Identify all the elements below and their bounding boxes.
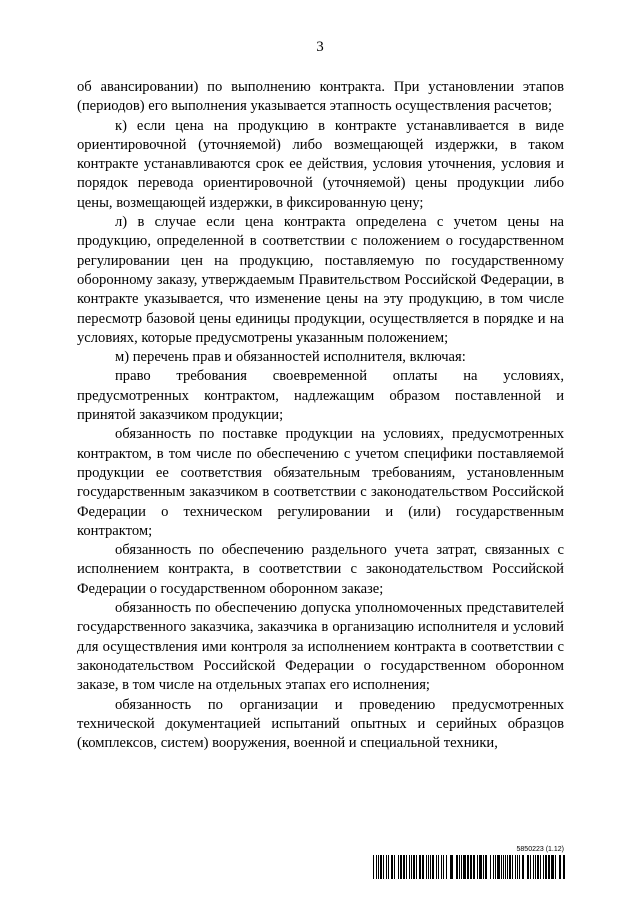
barcode-bar bbox=[443, 855, 444, 879]
barcode bbox=[373, 855, 565, 879]
barcode-bar bbox=[419, 855, 421, 879]
barcode-bar bbox=[416, 855, 417, 879]
barcode-bar bbox=[400, 855, 402, 879]
paragraph: право требования своевременной оплаты на условиях, предусмотренных контрактом, надлежащим образом поставленной и принятой заказчиком продукции; bbox=[77, 368, 564, 424]
paragraph: обязанность по организации и проведению предусмотренных технической документацией испытаний опытных и серийных образцов (комплексов, систем) вооружения, военной и специальной техники, bbox=[77, 696, 564, 752]
barcode-bar bbox=[438, 855, 439, 879]
barcode-bar bbox=[537, 855, 539, 879]
barcode-bar bbox=[450, 855, 453, 879]
barcode-bar bbox=[479, 855, 482, 879]
barcode-bar bbox=[386, 855, 387, 879]
barcode-bar bbox=[555, 855, 556, 879]
barcode-bar bbox=[490, 855, 491, 879]
barcode-bar bbox=[430, 855, 431, 879]
barcode-bar bbox=[432, 855, 434, 879]
barcode-bar bbox=[503, 855, 504, 879]
barcode-bar bbox=[373, 855, 374, 879]
barcode-bar bbox=[512, 855, 513, 879]
barcode-bar bbox=[456, 855, 458, 879]
barcode-bar bbox=[551, 855, 554, 879]
barcode-bar bbox=[406, 855, 407, 879]
barcode-bar bbox=[380, 855, 382, 879]
barcode-bar bbox=[507, 855, 508, 879]
barcode-bar bbox=[467, 855, 469, 879]
barcode-bar bbox=[477, 855, 478, 879]
barcode-bar bbox=[422, 855, 424, 879]
barcode-bar bbox=[533, 855, 534, 879]
barcode-bar bbox=[519, 855, 520, 879]
barcode-bar bbox=[411, 855, 412, 879]
barcode-bar bbox=[398, 855, 399, 879]
paragraph: об авансировании) по выполнению контракта. При установлении этапов (периодов) его выполнения указывается этапность осуществления расчетов; bbox=[77, 79, 564, 115]
barcode-bar bbox=[409, 855, 410, 879]
barcode-bar bbox=[548, 855, 550, 879]
barcode-bar bbox=[446, 855, 447, 879]
barcode-bar bbox=[461, 855, 462, 879]
barcode-bar bbox=[515, 855, 516, 879]
barcode-bar bbox=[497, 855, 500, 879]
barcode-bar bbox=[388, 855, 389, 879]
barcode-bar bbox=[441, 855, 442, 879]
page-number: 3 bbox=[316, 39, 324, 55]
paragraph: обязанность по обеспечению раздельного учета затрат, связанных с исполнением контракта, в соответствии с законодательством Российской Федерации о государственном оборонном заказе; bbox=[77, 542, 564, 597]
barcode-bar bbox=[463, 855, 466, 879]
barcode-bar bbox=[383, 855, 384, 879]
barcode-bar bbox=[473, 855, 475, 879]
barcode-bar bbox=[394, 855, 395, 879]
paragraph: обязанность по поставке продукции на условиях, предусмотренных контрактом, в том числе по обеспечению с учетом специфики поставляемой продукции ее соответствия обязательным требованиям, установленным государственным заказчиком в соответствии с законодательством Российской Федерации о техническом регулировании и (или) государственным контрактом; bbox=[77, 426, 564, 539]
barcode-bar bbox=[426, 855, 427, 879]
barcode-bar bbox=[485, 855, 487, 879]
barcode-bar bbox=[428, 855, 429, 879]
barcode-bar bbox=[535, 855, 536, 879]
barcode-bar bbox=[483, 855, 484, 879]
barcode-bar bbox=[413, 855, 415, 879]
barcode-bar bbox=[563, 855, 565, 879]
barcode-bar bbox=[378, 855, 379, 879]
barcode-bar bbox=[527, 855, 529, 879]
body-text bbox=[77, 78, 564, 753]
paragraph: к) если цена на продукцию в контракте устанавливается в виде ориентировочной (уточняемой) либо возмещающей издержки, в таком контракте устанавливаются срок ее действия, условия уточнения, условия и порядок перевода ориентировочной (уточняемой) цены продукции либо цены, возмещающей издержки, в фиксированную цену; bbox=[77, 117, 564, 211]
barcode-bar bbox=[459, 855, 460, 879]
barcode-bar bbox=[509, 855, 511, 879]
barcode-bar bbox=[436, 855, 437, 879]
paragraph: обязанность по обеспечению допуска уполномоченных представителей государственного заказчика, заказчика в организацию исполнителя и условий для осуществления ими контроля за исполнением контракта в соответствии с законодательством Российской Федерации о государственном оборонном заказе, в том числе на отдельных этапах его исполнения; bbox=[77, 600, 564, 694]
barcode-bar bbox=[540, 855, 541, 879]
document-code: 5850223 (1.12) bbox=[516, 846, 564, 853]
paragraph: м) перечень прав и обязанностей исполнителя, включая: bbox=[115, 349, 466, 366]
barcode-bar bbox=[522, 855, 524, 879]
barcode-bar bbox=[530, 855, 531, 879]
barcode-bar bbox=[391, 855, 393, 879]
barcode-bar bbox=[403, 855, 405, 879]
barcode-bar bbox=[505, 855, 506, 879]
barcode-bar bbox=[470, 855, 472, 879]
paragraph: л) в случае если цена контракта определена с учетом цены на продукцию, определенной в соответствии с положением о государственном регулировании цен на продукцию, поставляемую по государственному оборонному заказу, утверждаемым Правительством Российской Федерации, в контракте указывается, что изменение цены на эту продукцию, в том числе пересмотр базовой цены единицы продукции, осуществляется в порядке и на условиях, которые предусмотрены указанным положением; bbox=[77, 214, 564, 346]
barcode-bar bbox=[501, 855, 502, 879]
barcode-bar bbox=[545, 855, 547, 879]
barcode-bar bbox=[517, 855, 518, 879]
barcode-bar bbox=[495, 855, 496, 879]
barcode-bar bbox=[543, 855, 544, 879]
barcode-bar bbox=[493, 855, 494, 879]
barcode-bar bbox=[559, 855, 561, 879]
barcode-bar bbox=[376, 855, 377, 879]
